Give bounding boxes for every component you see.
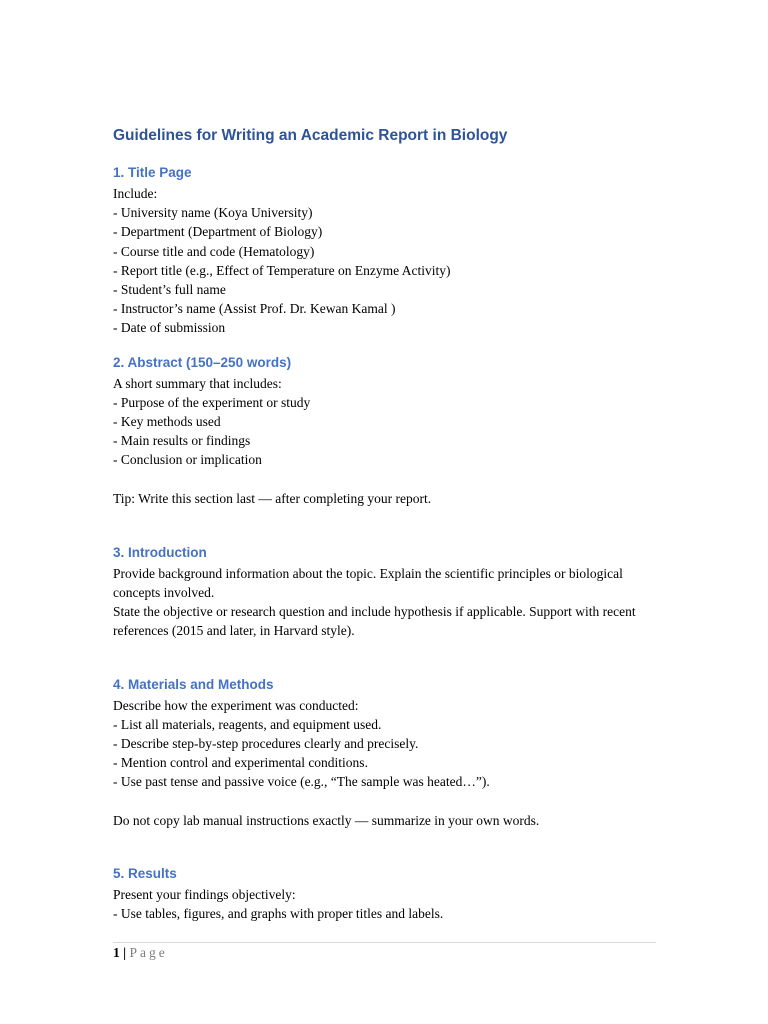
list-item: - Purpose of the experiment or study: [113, 394, 311, 410]
section-results: [113, 863, 658, 923]
document-page: [113, 124, 658, 923]
section-heading: 5. Results: [113, 865, 177, 881]
list-item: - Describe step-by-step procedures clearly and precisely.: [113, 736, 419, 751]
list-item: - Date of submission: [113, 320, 226, 336]
section-abstract: [113, 352, 658, 508]
list-item: - University name (Koya University): [113, 205, 313, 221]
footer-divider: [113, 942, 656, 943]
list-item: Describe how the experiment was conducted:: [113, 697, 359, 713]
section-heading: 2. Abstract (150–250 words): [113, 354, 292, 370]
page-label: Page: [129, 945, 168, 960]
list-item: - Key methods used: [113, 413, 221, 429]
list-item: Present your findings objectively:: [113, 886, 296, 902]
page-number: 1: [113, 945, 120, 960]
section-title-page: [113, 162, 658, 338]
section-heading: 4. Materials and Methods: [113, 676, 274, 692]
list-item: - Main results or findings: [113, 433, 251, 449]
note-text: Do not copy lab manual instructions exactly — summarize in your own words.: [113, 812, 540, 828]
footer-separator: |: [123, 945, 127, 960]
list-item: Include:: [113, 186, 158, 201]
list-item: - Report title (e.g., Effect of Temperature on Enzyme Activity): [113, 262, 451, 278]
list-item: - Conclusion or implication: [113, 452, 262, 468]
section-introduction: [113, 542, 658, 641]
list-item: - Use past tense and passive voice (e.g., “The sample was heated…”).: [113, 774, 490, 790]
list-item: - Student’s full name: [113, 281, 226, 297]
section-heading: 1. Title Page: [113, 165, 192, 180]
list-item: - Department (Department of Biology): [113, 224, 323, 240]
list-item: - Course title and code (Hematology): [113, 243, 315, 259]
list-item: - Mention control and experimental conditions.: [113, 755, 368, 771]
list-item: - Use tables, figures, and graphs with proper titles and labels.: [113, 906, 444, 922]
list-item: - Instructor’s name (Assist Prof. Dr. Kewan Kamal ): [113, 301, 396, 317]
paragraph: State the objective or research question and include hypothesis if applicable. Support with recent references (2015 and later, in Harvard style).: [113, 604, 636, 639]
section-materials-methods: [113, 674, 658, 830]
page-footer: [113, 943, 168, 962]
document-title: Guidelines for Writing an Academic Report in Biology: [113, 127, 508, 144]
tip-text: Tip: Write this section last — after completing your report.: [113, 490, 432, 506]
paragraph: Provide background information about the topic. Explain the scientific principles or biological concepts involved.: [113, 565, 623, 601]
list-item: A short summary that includes:: [113, 375, 282, 391]
section-heading: 3. Introduction: [113, 544, 207, 560]
list-item: - List all materials, reagents, and equipment used.: [113, 716, 382, 732]
